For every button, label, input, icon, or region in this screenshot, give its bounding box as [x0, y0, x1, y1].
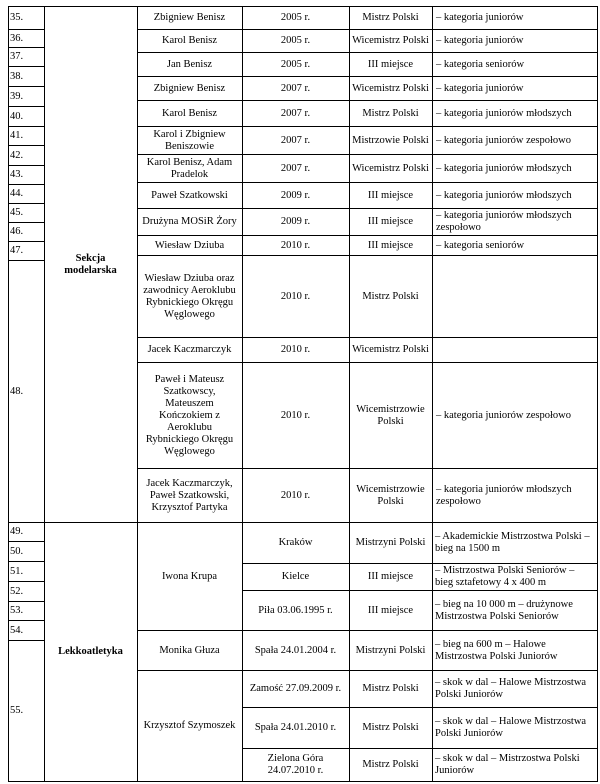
year: 2007 r. — [280, 82, 311, 94]
result: III miejsce — [367, 604, 414, 616]
section-label: Sekcja modelarska — [64, 252, 117, 276]
category: – kategoria juniorów młodszych — [436, 162, 572, 174]
result: Mistrz Polski — [362, 107, 419, 119]
row-number: 50. — [10, 545, 24, 557]
table-border-bottom — [8, 781, 598, 782]
result: Wicemistrz Polski — [352, 35, 429, 46]
row-number: 46. — [10, 226, 24, 237]
athlete-name: Paweł Szatkowski — [151, 189, 228, 201]
year: 2007 r. — [280, 162, 311, 174]
column-divider — [44, 6, 45, 782]
category: – kategoria seniorów — [436, 239, 525, 251]
athlete-name: Iwona Krupa — [161, 570, 218, 582]
result: Mistrz Polski — [362, 683, 419, 694]
row-number: 55. — [10, 705, 24, 716]
athlete-name: Karol Benisz — [161, 35, 218, 46]
year: 2010 r. — [280, 409, 311, 421]
row-number: 37. — [10, 51, 24, 62]
result: Mistrz Polski — [362, 722, 419, 733]
result: III miejsce — [367, 189, 414, 201]
row-number: 48. — [10, 385, 24, 397]
year: 2010 r. — [280, 290, 311, 302]
category — [436, 256, 593, 337]
event-description: – Mistrzostwa Polski Seniorów – bieg sztafetowy 4 x 400 m — [435, 565, 575, 588]
year: 2005 r. — [280, 12, 311, 23]
event-description: – bieg na 600 m – Halowe Mistrzostwa Polski Juniorów — [435, 638, 558, 662]
category — [436, 338, 593, 362]
place-date: Kraków — [278, 537, 313, 548]
place-date: Spała 24.01.2010 r. — [254, 722, 337, 733]
year: 2010 r. — [280, 344, 311, 355]
result: Mistrz Polski — [362, 12, 419, 23]
place-date: Kielce — [281, 571, 310, 582]
athlete-name: Wiesław Dziuba oraz zawodnicy Aeroklubu Rybnickiego Okręgu Węglowego — [143, 272, 236, 320]
year: 2005 r. — [280, 35, 311, 46]
year: 2010 r. — [280, 489, 311, 501]
category: – kategoria juniorów młodszych zespołowo — [436, 210, 572, 233]
event-description: – skok w dal – Mistrzostwa Polski Juniorów — [435, 753, 580, 776]
result: Wicemistrz Polski — [352, 162, 429, 174]
row-number: 53. — [10, 605, 24, 616]
row-number: 43. — [10, 169, 24, 180]
year: 2005 r. — [280, 58, 311, 70]
column-divider — [242, 6, 243, 522]
athlete-name: Jan Benisz — [166, 58, 213, 70]
row-number: 41. — [10, 130, 24, 141]
category: – kategoria juniorów zespołowo — [436, 134, 572, 146]
row-number: 39. — [10, 90, 24, 102]
category: – kategoria juniorów — [436, 12, 524, 23]
category: – kategoria juniorów młodszych — [436, 107, 572, 119]
result: Wicemistrzowie Polski — [356, 403, 425, 427]
athlete-name: Karol Benisz, Adam Pradelok — [146, 156, 233, 180]
place-date: Spała 24.01.2004 r. — [254, 644, 337, 656]
athlete-name: Zbigniew Benisz — [153, 12, 226, 23]
row-number: 36. — [10, 32, 24, 44]
table-border-top — [8, 6, 598, 7]
category: – kategoria juniorów zespołowo — [436, 409, 572, 421]
result: III miejsce — [367, 571, 414, 582]
row-number: 44. — [10, 188, 24, 199]
row-number: 40. — [10, 110, 24, 122]
athlete-name: Karol Benisz — [161, 107, 218, 119]
athlete-name: Zbigniew Benisz — [153, 82, 226, 94]
table-border-left — [8, 6, 9, 782]
place-date: Zielona Góra 24.07.2010 r. — [267, 753, 324, 776]
result: III miejsce — [367, 216, 414, 227]
row-number: 47. — [10, 245, 24, 256]
event-description: – skok w dal – Halowe Mistrzostwa Polski Juniorów — [435, 716, 587, 739]
athlete-name: Karol i Zbigniew Beniszowie — [153, 128, 226, 152]
row-number: 45. — [10, 207, 24, 218]
column-divider — [349, 6, 350, 782]
result: Mistrz Polski — [362, 759, 419, 770]
athlete-name: Drużyna MOSiR Żory — [142, 216, 237, 227]
category: – kategoria seniorów — [436, 58, 525, 70]
row-number: 38. — [10, 70, 24, 82]
category: – kategoria juniorów młodszych — [436, 189, 572, 201]
athlete-name: Krzysztof Szymoszek — [143, 720, 236, 731]
result: Mistrzyni Polski — [355, 537, 426, 548]
column-divider — [242, 522, 243, 782]
result: Mistrzyni Polski — [355, 644, 426, 656]
event-description: – bieg na 10 000 m – drużynowe Mistrzostwa Polski Seniorów — [435, 598, 573, 622]
result: III miejsce — [367, 58, 414, 70]
event-description: – skok w dal – Halowe Mistrzostwa Polski Juniorów — [435, 677, 587, 700]
row-number: 49. — [10, 526, 24, 537]
section-label: Lekkoatletyka — [58, 646, 123, 657]
row-number: 35. — [10, 12, 24, 23]
place-date: Piła 03.06.1995 r. — [258, 604, 333, 616]
result: Mistrz Polski — [362, 290, 419, 302]
row-number: 42. — [10, 149, 24, 161]
row-number: 51. — [10, 565, 24, 577]
result: Wicemistrzowie Polski — [356, 483, 425, 507]
category: – kategoria juniorów młodszych zespołowo — [436, 483, 572, 507]
result: Mistrzowie Polski — [352, 134, 429, 146]
row-number: 54. — [10, 624, 24, 636]
category: – kategoria juniorów — [436, 35, 524, 46]
year: 2010 r. — [280, 239, 311, 251]
year: 2009 r. — [280, 189, 311, 201]
column-divider — [432, 6, 433, 782]
row-number: 52. — [10, 585, 24, 597]
year: 2007 r. — [280, 107, 311, 119]
year: 2009 r. — [280, 216, 311, 227]
result: III miejsce — [367, 239, 414, 251]
year: 2007 r. — [280, 134, 311, 146]
place-date: Zamość 27.09.2009 r. — [249, 683, 342, 694]
category: – kategoria juniorów — [436, 82, 524, 94]
event-description: – Akademickie Mistrzostwa Polski – bieg na 1500 m — [435, 531, 590, 554]
athlete-name: Jacek Kaczmarczyk — [147, 344, 232, 355]
result: Wicemistrz Polski — [352, 82, 429, 94]
athlete-name: Wiesław Dziuba — [154, 239, 225, 251]
athlete-name: Monika Głuza — [159, 644, 220, 656]
result: Wicemistrz Polski — [352, 344, 429, 355]
table-border-right — [597, 6, 598, 782]
athlete-name: Jacek Kaczmarczyk, Paweł Szatkowski, Krzysztof Partyka — [146, 477, 233, 513]
column-divider — [137, 6, 138, 782]
athlete-name: Paweł i Mateusz Szatkowscy, Mateuszem Kończokiem z Aeroklubu Rybnickiego Okręgu Węglowego — [145, 373, 234, 457]
